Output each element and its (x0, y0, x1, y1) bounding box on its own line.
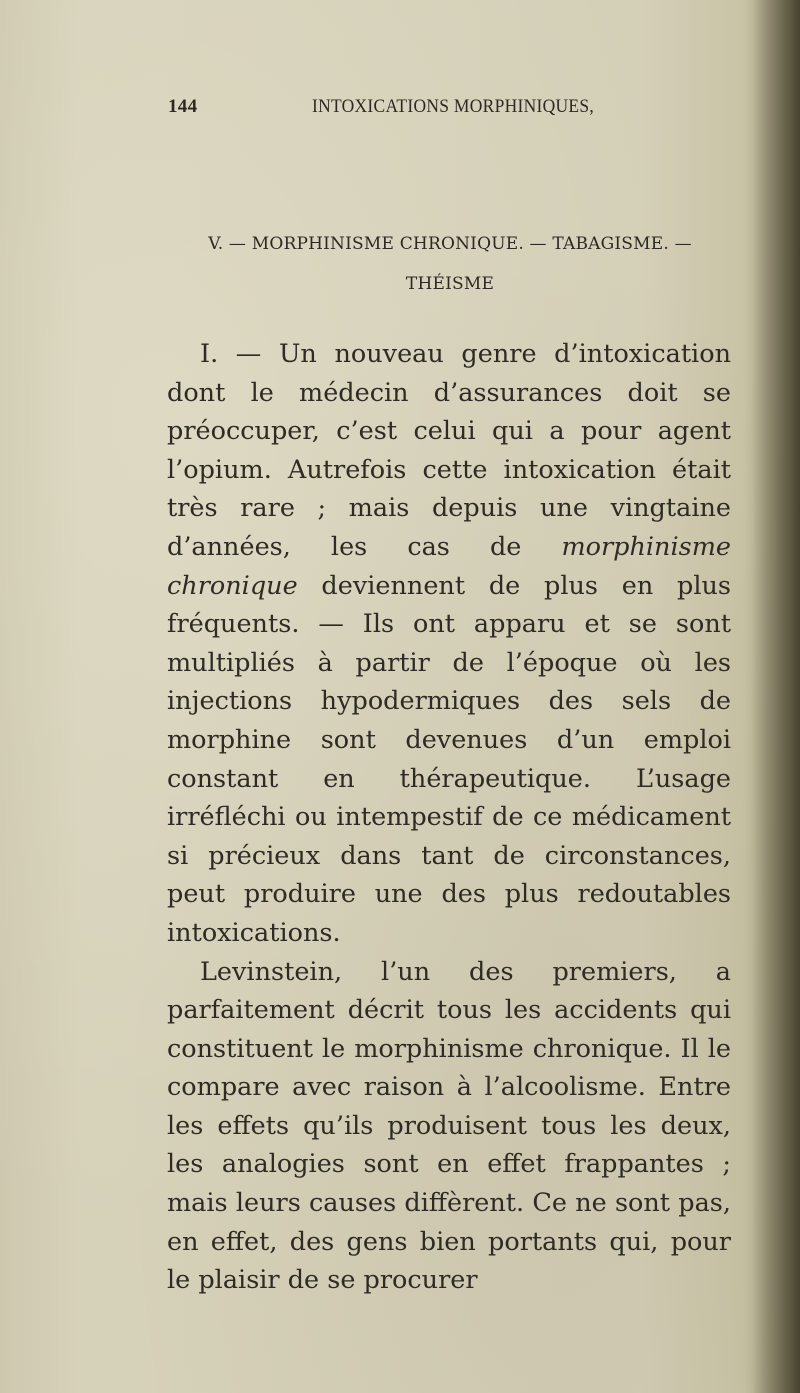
page-edge-shadow (752, 0, 800, 1393)
running-head: INTOXICATIONS MORPHINIQUES, (312, 96, 594, 117)
paragraph-1-text-b: deviennent de plus en plus fréquents. — Ils ont apparu et se sont multipliés à partir de l’époque où les injections hypodermiques des sels de morphine sont devenues d’un emploi constant en thérapeutique. L’usage irréfléchi ou intempestif de ce médicament si précieux dans tant de circonstances, peut produire une des plus redoutables intoxications. (167, 570, 731, 948)
page-number: 144 (168, 96, 198, 117)
body-text (167, 335, 731, 1300)
chapter-title-line-2: THÉISME (405, 274, 495, 294)
paragraph-2: Levinstein, l’un des premiers, a parfaitement décrit tous les accidents qui constituent le morphinisme chronique. Il le compare avec raison à l’alcoolisme. Entre les effets qu’ils produisent tous les deux, les analogies sont en effet frappantes ; mais leurs causes diffèrent. Ce ne sont pas, en effet, des gens bien portants qui, pour le plaisir de se procurer (167, 956, 731, 1296)
paragraph-1-italic-term: morphinisme chronique (167, 531, 731, 601)
paragraph-1 (167, 335, 731, 953)
chapter-title (170, 224, 730, 304)
page-header (168, 96, 728, 126)
chapter-title-line-1: V. — MORPHINISME CHRONIQUE. — TABAGISME. — (208, 234, 692, 254)
paragraph-1-text-a: I. — Un nouveau genre d’intoxication dont le médecin d’assurances doit se préoccuper, c’est celui qui a pour agent l’opium. Autrefois cette intoxication était très rare ; mais depuis une vingtaine d’années, les cas de (167, 339, 731, 562)
